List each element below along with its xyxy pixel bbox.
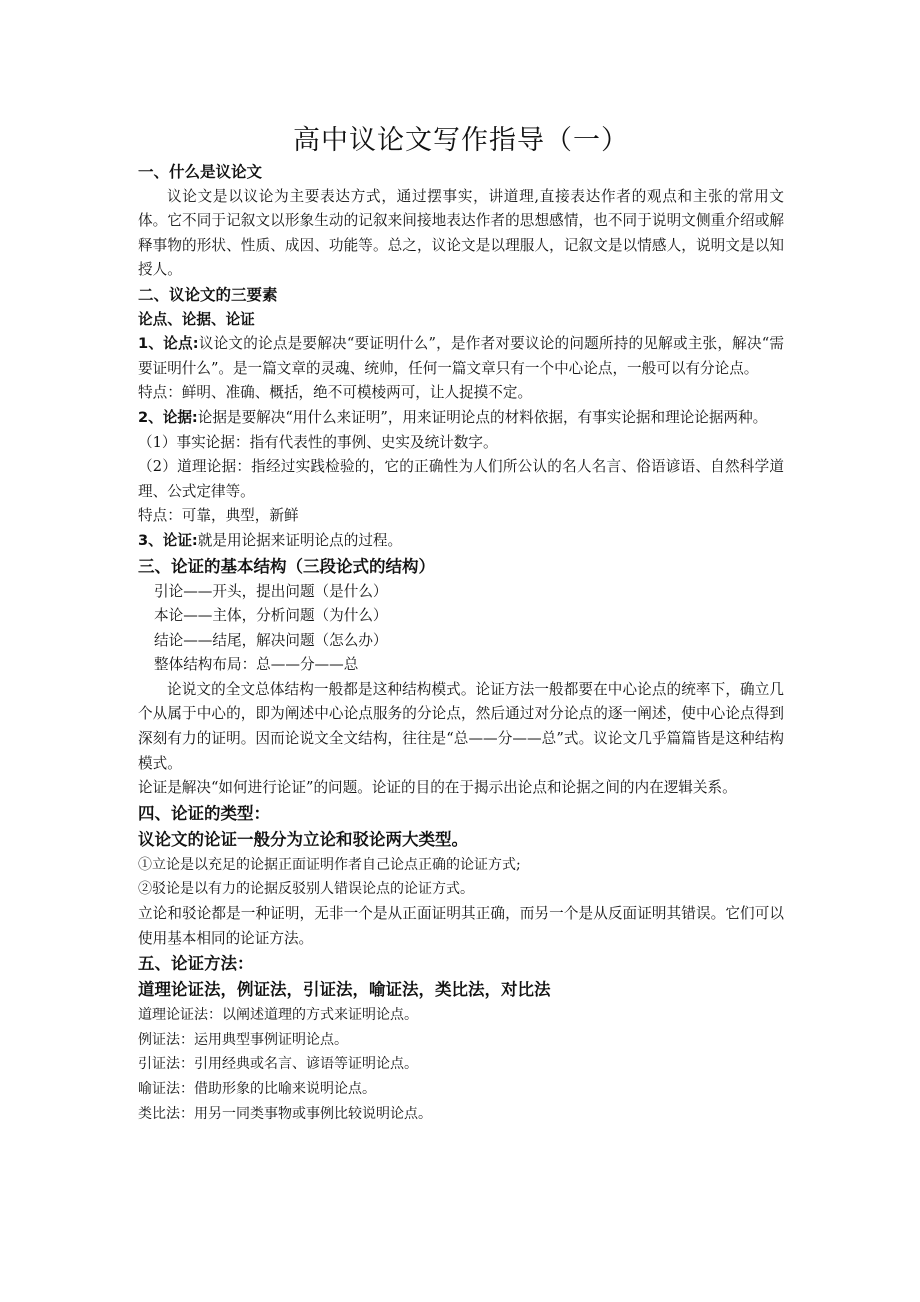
section-2-heading: 二、议论文的三要素 — [138, 285, 278, 304]
section-4-paragraph: 立论和驳论都是一种证明，无非一个是从正面证明其正确，而另一个是从反面证明其错误。它们可以使用基本相同的论证方法。 — [138, 905, 784, 947]
method-item-citation: 引证法：引用经典或名言、谚语等证明论点。 — [138, 1056, 418, 1073]
reasoning-paragraph — [138, 529, 784, 554]
structure-line-overall: 整体结构布局：总——分——总 — [154, 656, 359, 674]
document-title: 高中议论文写作指导（一） — [293, 125, 629, 156]
section-1-heading: 一、什么是议论文 — [138, 163, 263, 181]
evidence-paragraph — [138, 406, 784, 431]
section-4-item-1: ①立论是以充足的论据正面证明作者自己论点正确的论证方式; — [138, 856, 521, 873]
evidence-text: 论据是要解决“用什么来证明”，用来证明论点的材料依据，有事实论据和理论论据两种。 — [197, 408, 768, 426]
reasoning-text: 就是用论据来证明论点的过程。 — [197, 531, 403, 549]
argument-point-label: 1、论点: — [138, 335, 199, 353]
evidence-label: 2、论据: — [138, 408, 198, 426]
section-4-subheading: 议论文的论证一般分为立论和驳论两大类型。 — [138, 829, 468, 849]
section-5-subheading: 道理论证法，例证法，引证法，喻证法，类比法，对比法 — [138, 980, 551, 1000]
document-body — [138, 160, 784, 1126]
section-3-heading: 三、论证的基本结构（三段论式的结构） — [138, 556, 435, 576]
evidence-feature: 特点：可靠，典型，新鲜 — [138, 507, 299, 525]
section-3-paragraph-1: 论说文的全文总体结构一般都是这种结构模式。论证方法一般都要在中心论点的统率下，确立几个从属于中心的，即为阐述中心论点服务的分论点，然后通过对分论点的逐一阐述，使中心论点得到深刻有力的证明。因而论说文全文结构，往往是“总——分——总”式。议论文几乎篇篇皆是这种结构模式。 — [138, 680, 784, 772]
section-1-paragraph: 议论文是以议论为主要表达方式，通过摆事实，讲道理,直接表达作者的观点和主张的常用文体。它不同于记叙文以形象生动的记叙来间接地表达作者的思想感情，也不同于说明文侧重介绍或解释事物的形状、性质、成因、功能等。总之，议论文是以理服人，记叙文是以情感人，说明文是以知授人。 — [138, 187, 784, 279]
method-item-metaphor: 喻证法：借助形象的比喻来说明论点。 — [138, 1081, 376, 1097]
reasoning-label: 3、论证: — [138, 531, 198, 549]
structure-line-intro: 引论——开头，提出问题（是什么） — [154, 582, 388, 600]
structure-line-conclusion: 结论——结尾，解决问题（怎么办） — [154, 631, 388, 649]
theory-evidence-item: （2）道理论据：指经过实践检验的，它的正确性为人们所公认的名人名言、俗语谚语、自然科学道理、公式定律等。 — [138, 458, 784, 500]
structure-line-body: 本论——主体，分析问题（为什么） — [154, 607, 388, 625]
section-4-heading: 四、论证的类型： — [138, 803, 270, 823]
argument-point-paragraph — [138, 332, 784, 381]
method-item-reasoning: 道理论证法：以阐述道理的方式来证明论点。 — [138, 1007, 418, 1024]
section-3-paragraph-2: 论证是解决“如何进行论证”的问题。论证的目的在于揭示出论点和论据之间的内在逻辑关系。 — [138, 779, 737, 797]
method-item-example: 例证法：运用典型事例证明论点。 — [138, 1031, 348, 1048]
fact-evidence-item: （1）事实论据：指有代表性的事例、史实及统计数字。 — [138, 433, 498, 451]
section-2-subheading: 论点、论据、论证 — [138, 310, 255, 328]
argument-point-feature: 特点：鲜明、准确、概括，绝不可模棱两可，让人捉摸不定。 — [138, 384, 533, 402]
method-item-analogy: 类比法：用另一同类事物或事例比较说明论点。 — [138, 1105, 432, 1122]
section-4-item-2: ②驳论是以有力的论据反驳别人错误论点的论证方式。 — [138, 881, 474, 898]
argument-point-text: 议论文的论点是要解决“要证明什么”，是作者对要议论的问题所持的见解或主张，解决“需要证明什么”。是一篇文章的灵魂、统帅，任何一篇文章只有一个中心论点，一般可以有分论点。 — [138, 335, 784, 377]
section-5-heading: 五、论证方法： — [138, 954, 254, 974]
